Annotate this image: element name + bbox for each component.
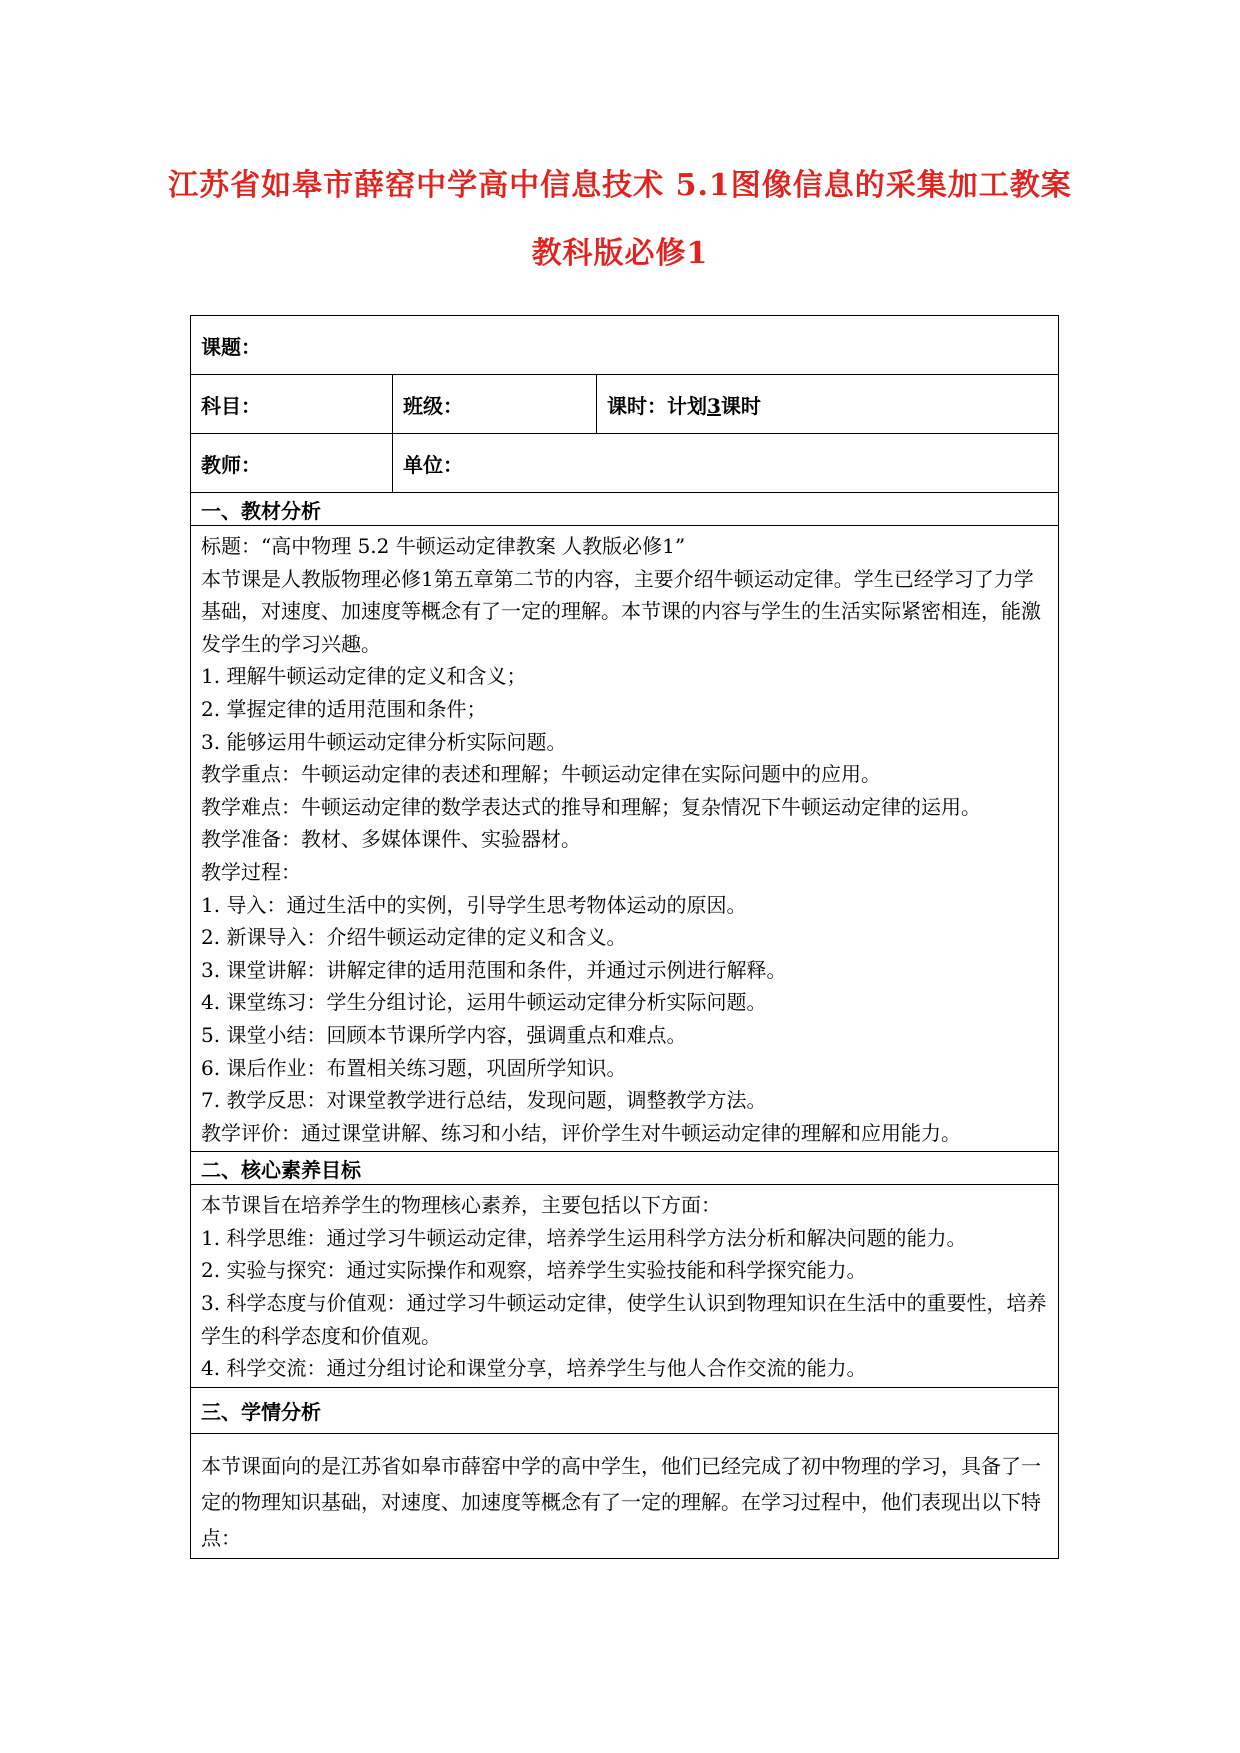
period-suffix: 课时 bbox=[720, 393, 761, 418]
teacher-row bbox=[191, 434, 1059, 493]
lesson-plan-table bbox=[190, 315, 1059, 1559]
period-value: 3 bbox=[707, 393, 721, 418]
section-title: 二、核心素养目标 bbox=[191, 1152, 1059, 1185]
text-line: 教学准备：教材、多媒体课件、实验器材。 bbox=[201, 827, 581, 852]
section-body-row bbox=[191, 1433, 1059, 1558]
text-line: 教学重点：牛顿运动定律的表述和理解；牛顿运动定律在实际问题中的应用。 bbox=[201, 762, 881, 787]
period-cell bbox=[597, 375, 1059, 434]
document-title-line-1: 江苏省如皋市薛窑中学高中信息技术 5.1图像信息的采集加工教案 bbox=[168, 168, 1072, 203]
text-line: 本节课是人教版物理必修1第五章第二节的内容，主要介绍牛顿运动定律。学生已经学习了力学基础，对速度、加速度等概念有了一定的理解。本节课的内容与学生的生活实际紧密相连，能激发学生的学习兴趣。 bbox=[201, 566, 1041, 656]
text-line: 1. 理解牛顿运动定律的定义和含义； bbox=[201, 664, 527, 689]
section-body bbox=[191, 1185, 1059, 1388]
section-body-row bbox=[191, 526, 1059, 1152]
section-body-row bbox=[191, 1185, 1059, 1388]
text-line: 4. 科学交流：通过分组讨论和课堂分享，培养学生与他人合作交流的能力。 bbox=[201, 1356, 867, 1381]
topic-row bbox=[191, 316, 1059, 375]
period-prefix: 课时：计划 bbox=[607, 393, 707, 418]
text-line: 1. 导入：通过生活中的实例，引导学生思考物体运动的原因。 bbox=[201, 892, 747, 917]
section-header-row bbox=[191, 1152, 1059, 1185]
text-line: 2. 实验与探究：通过实际操作和观察，培养学生实验技能和科学探究能力。 bbox=[201, 1258, 867, 1283]
text-line: 教学难点：牛顿运动定律的数学表达式的推导和理解；复杂情况下牛顿运动定律的运用。 bbox=[201, 794, 981, 819]
text-line: 6. 课后作业：布置相关练习题，巩固所学知识。 bbox=[201, 1055, 627, 1080]
section-header-row bbox=[191, 1387, 1059, 1433]
text-line: 本节课旨在培养学生的物理核心素养，主要包括以下方面： bbox=[201, 1193, 721, 1218]
text-line: 教学评价：通过课堂讲解、练习和小结，评价学生对牛顿运动定律的理解和应用能力。 bbox=[201, 1120, 961, 1145]
section-title: 一、教材分析 bbox=[191, 493, 1059, 526]
text-line: 4. 课堂练习：学生分组讨论，运用牛顿运动定律分析实际问题。 bbox=[201, 990, 767, 1015]
section-body bbox=[191, 526, 1059, 1152]
topic-label: 课题： bbox=[191, 316, 1059, 375]
text-line: 3. 课堂讲解：讲解定律的适用范围和条件，并通过示例进行解释。 bbox=[201, 957, 787, 982]
text-line: 2. 新课导入：介绍牛顿运动定律的定义和含义。 bbox=[201, 925, 627, 950]
text-line: 3. 科学态度与价值观：通过学习牛顿运动定律，使学生认识到物理知识在生活中的重要性，培养学生的科学态度和价值观。 bbox=[201, 1291, 1047, 1348]
section-body bbox=[191, 1433, 1059, 1558]
text-line: 2. 掌握定律的适用范围和条件； bbox=[201, 696, 487, 721]
teacher-label: 教师： bbox=[191, 434, 393, 493]
text-line: 3. 能够运用牛顿运动定律分析实际问题。 bbox=[201, 729, 567, 754]
text-line: 本节课面向的是江苏省如皋市薛窑中学的高中学生，他们已经完成了初中物理的学习，具备了一定的物理知识基础，对速度、加速度等概念有了一定的理解。在学习过程中，他们表现出以下特点： bbox=[201, 1453, 1041, 1550]
class-label: 班级： bbox=[393, 375, 597, 434]
document-title-line-2: 教科版必修1 bbox=[531, 236, 709, 271]
text-line: 7. 教学反思：对课堂教学进行总结，发现问题，调整教学方法。 bbox=[201, 1088, 767, 1113]
text-line: 标题：“高中物理 5.2 牛顿运动定律教案 人教版必修1” bbox=[201, 534, 686, 558]
text-line: 5. 课堂小结：回顾本节课所学内容，强调重点和难点。 bbox=[201, 1022, 687, 1047]
section-header-row bbox=[191, 493, 1059, 526]
subject-row bbox=[191, 375, 1059, 434]
text-line: 1. 科学思维：通过学习牛顿运动定律，培养学生运用科学方法分析和解决问题的能力。 bbox=[201, 1225, 967, 1250]
unit-label: 单位： bbox=[393, 434, 1059, 493]
text-line: 教学过程： bbox=[201, 859, 301, 884]
section-title: 三、学情分析 bbox=[191, 1387, 1059, 1433]
subject-label: 科目： bbox=[191, 375, 393, 434]
